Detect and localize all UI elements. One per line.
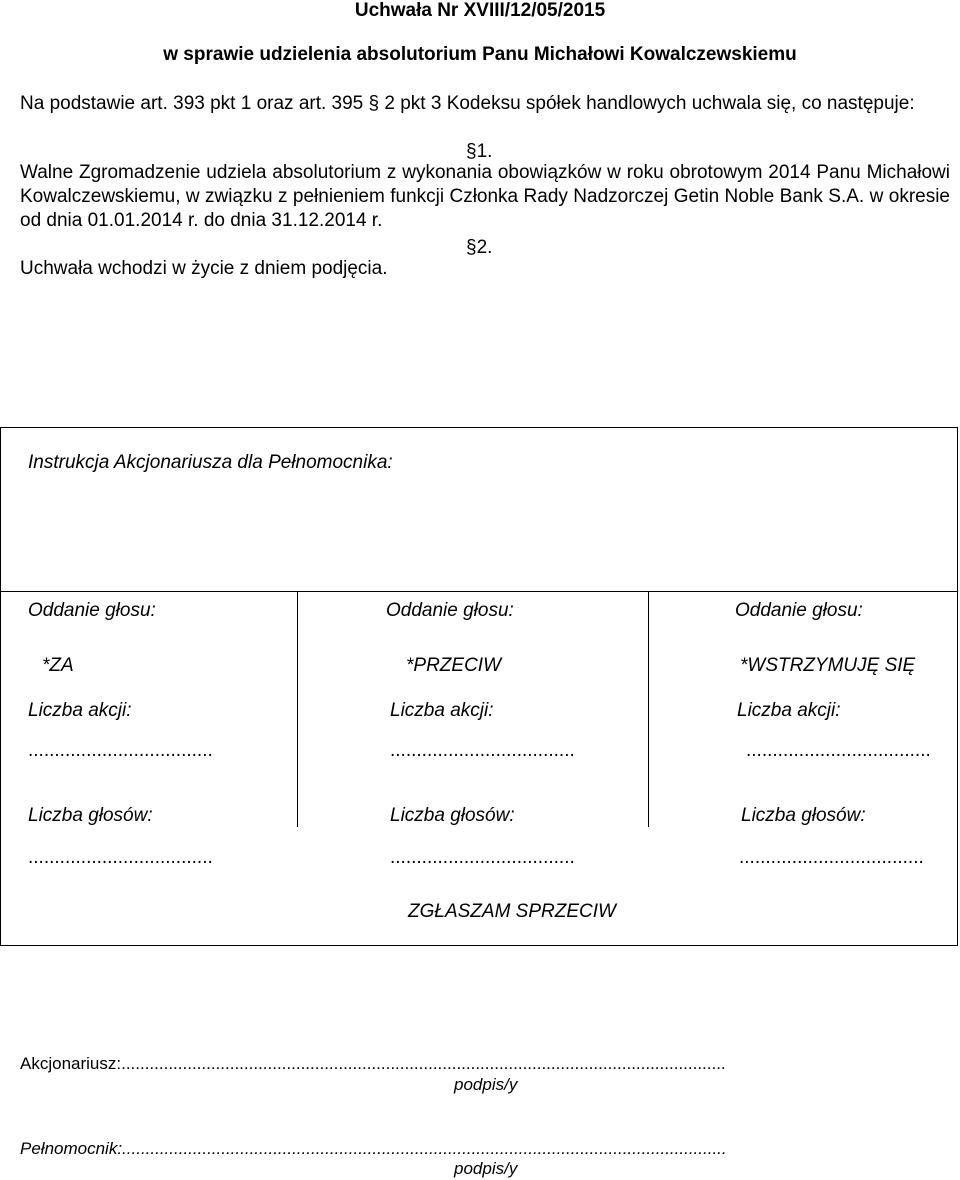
vote-header: Oddanie głosu: — [28, 600, 156, 621]
column-divider — [648, 591, 649, 827]
shares-label: Liczba akcji: — [28, 700, 132, 721]
instruction-label: Instrukcja Akcjonariusza dla Pełnomocnika: — [28, 452, 393, 473]
resolution-subtitle: w sprawie udzielenia absolutorium Panu Michałowi Kowalczewskiemu — [163, 44, 797, 65]
section-1-text: Walne Zgromadzenie udziela absolutorium z wykonania obowiązków w roku obrotowym 2014 Panu Michałowi Kowalczewskiemu, w związku z pełnieniem funkcji Członka Rady Nadzorczej Getin Noble Bank S.A. w okresie od dnia 01.01.2014 r. do dnia 31.12.2014 r. — [20, 162, 950, 231]
voting-table — [0, 591, 958, 946]
shares-label: Liczba akcji: — [390, 700, 494, 721]
resolution-title: Uchwała Nr XVIII/12/05/2015 — [354, 0, 606, 21]
votes-field[interactable]: ................................... — [390, 847, 575, 868]
objection-option[interactable]: ZGŁASZAM SPRZECIW — [408, 901, 616, 922]
column-divider — [297, 591, 298, 827]
intro-paragraph: Na podstawie art. 393 pkt 1 oraz art. 395 § 2 pkt 3 Kodeksu spółek handlowych uchwala się, co następuje: — [20, 93, 915, 114]
shares-field[interactable]: ................................... — [28, 740, 213, 761]
shareholder-signature-caption: podpis/y — [454, 1075, 518, 1094]
shares-field[interactable]: ................................... — [746, 740, 931, 761]
vote-header: Oddanie głosu: — [735, 600, 863, 621]
section-2-mark: §2. — [466, 237, 493, 258]
votes-label: Liczba głosów: — [28, 805, 153, 826]
section-2-text: Uchwała wchodzi w życie z dniem podjęcia. — [20, 258, 388, 279]
proxy-signature-caption: podpis/y — [454, 1159, 518, 1178]
vote-option-abstain[interactable]: *WSTRZYMUJĘ SIĘ — [740, 655, 916, 676]
vote-option-against[interactable]: *PRZECIW — [406, 655, 501, 676]
shares-label: Liczba akcji: — [737, 700, 841, 721]
shareholder-signature-line[interactable]: Akcjonariusz:................................................................................................................................ — [20, 1054, 726, 1073]
votes-label: Liczba głosów: — [390, 805, 515, 826]
shares-field[interactable]: ................................... — [390, 740, 575, 761]
proxy-signature-line[interactable]: Pełnomocnik:................................................................................................................................ — [20, 1139, 727, 1158]
votes-field[interactable]: ................................... — [739, 847, 924, 868]
votes-field[interactable]: ................................... — [28, 847, 213, 868]
section-1-mark: §1. — [466, 141, 493, 162]
votes-label: Liczba głosów: — [741, 805, 866, 826]
vote-option-for[interactable]: *ZA — [42, 655, 74, 676]
vote-header: Oddanie głosu: — [386, 600, 514, 621]
